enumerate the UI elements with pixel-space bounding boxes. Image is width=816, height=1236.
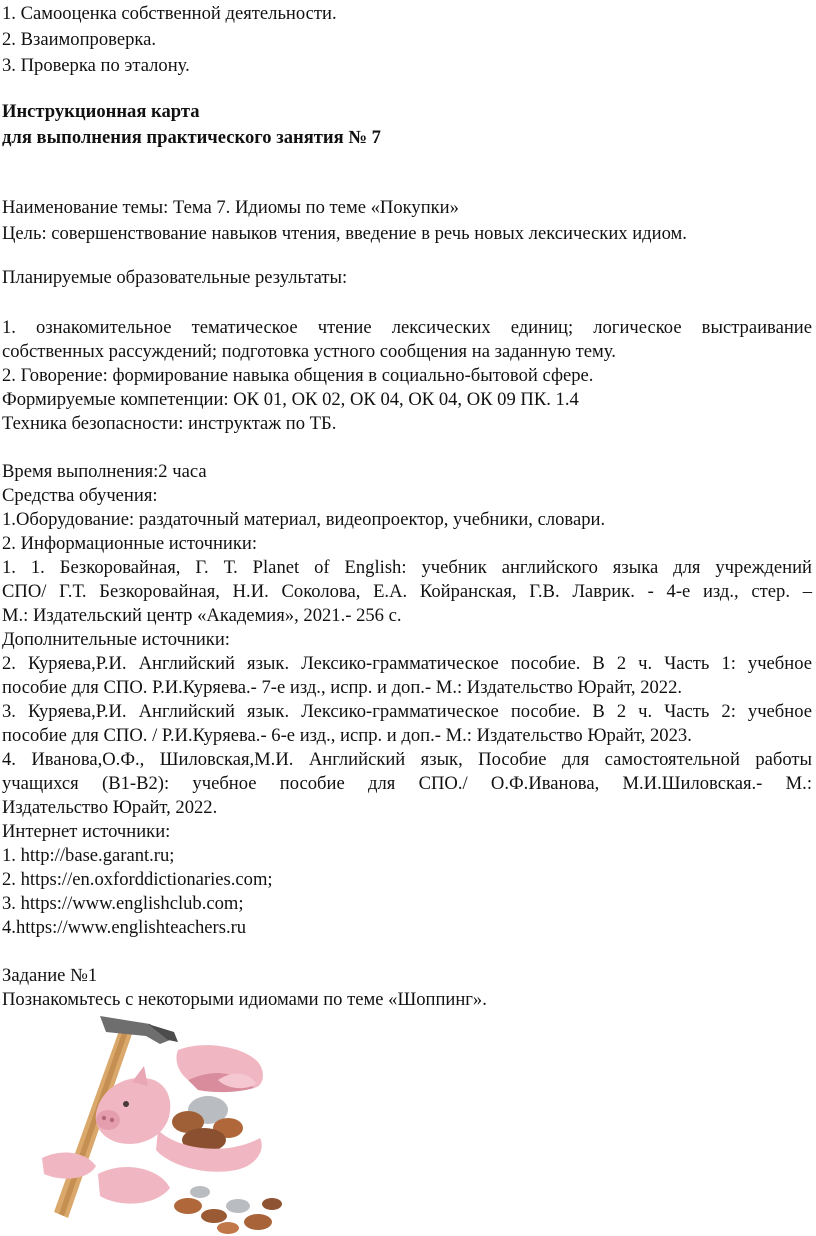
additional-source-3-line-2: пособие для СПО. / Р.И.Куряева.- 6-е изд., испр. и доп.- М.: Издательство Юрайт, 2023.: [2, 725, 692, 746]
piggy-nostril-right: [110, 1118, 114, 1122]
main-source-line-1: 1. 1. Безкоровайная, Г. Т. Planet of English: учебник английского языка для учреждений: [2, 557, 812, 578]
piggy-eye: [123, 1101, 129, 1107]
outcome-1-line-2: собственных рассуждений; подготовка устного сообщения на заданную тему.: [2, 341, 616, 362]
additional-source-2-line-2: пособие для СПО. Р.И.Куряева.- 7-е изд., испр. и доп.- М.: Издательство Юрайт, 2022.: [2, 677, 683, 698]
assessment-item-1: 1. Самооценка собственной деятельности.: [2, 3, 337, 24]
internet-link-2[interactable]: 2. https://en.oxforddictionaries.com;: [2, 869, 273, 890]
coin-scattered-4: [244, 1214, 272, 1230]
task-title: Задание №1: [2, 965, 98, 986]
equipment: 1.Оборудование: раздаточный материал, видеопроектор, учебники, словари.: [2, 509, 606, 530]
topic-goal: Цель: совершенствование навыков чтения, введение в речь новых лексических идиом.: [2, 223, 687, 244]
duration: Время выполнения:2 часа: [2, 461, 207, 482]
safety-note: Техника безопасности: инструктаж по ТБ.: [2, 413, 337, 434]
means-heading: Средства обучения:: [2, 485, 158, 506]
outcome-2: 2. Говорение: формирование навыка общения в социально-бытовой сфере.: [2, 365, 594, 386]
piggy-shard-bottom: [98, 1167, 170, 1204]
piggy-snout: [96, 1110, 120, 1130]
additional-source-2-line-1: 2. Куряева,Р.И. Английский язык. Лексико-грамматическое пособие. В 2 ч. Часть 1: учебное: [2, 653, 812, 674]
internet-link-4[interactable]: 4.https://www.englishteachers.ru: [2, 917, 247, 938]
task-text: Познакомьтесь с некоторыми идиомами по теме «Шоппинг».: [2, 989, 487, 1010]
additional-source-4-line-2: учащихся (B1-B2): учебное пособие для СПО./ О.Ф.Иванова, М.И.Шиловская.- М.:: [2, 773, 812, 794]
assessment-item-3: 3. Проверка по эталону.: [2, 55, 190, 76]
competencies: Формируемые компетенции: ОК 01, ОК 02, ОК 04, ОК 04, ОК 09 ПК. 1.4: [2, 389, 579, 410]
internet-link-3[interactable]: 3. https://www.englishclub.com;: [2, 893, 244, 914]
info-sources-heading: 2. Информационные источники:: [2, 533, 258, 554]
main-source-line-2: СПО/ Г.Т. Безкоровайная, Н.И. Соколова, Е.А. Койранская, Г.В. Лаврик. - 4-е изд., стер. –: [2, 581, 812, 602]
topic-name: Наименование темы: Тема 7. Идиомы по теме «Покупки»: [2, 197, 459, 218]
internet-link-1[interactable]: 1. http://base.garant.ru;: [2, 845, 175, 866]
coin-scattered-1: [174, 1198, 202, 1214]
additional-source-3-line-1: 3. Куряева,Р.И. Английский язык. Лексико-грамматическое пособие. В 2 ч. Часть 2: учебное: [2, 701, 812, 722]
additional-source-4-line-3: Издательство Юрайт, 2022.: [2, 797, 218, 818]
assessment-item-2: 2. Взаимопроверка.: [2, 29, 157, 50]
coin-scattered-5: [217, 1222, 239, 1234]
card-title-line-1: Инструкционная карта: [2, 101, 200, 122]
additional-source-4-line-1: 4. Иванова,О.Ф., Шиловская,М.И. Английский язык, Пособие для самостоятельной работы: [2, 749, 812, 770]
coin-scattered-6: [262, 1198, 282, 1210]
coin-scattered-3: [226, 1199, 250, 1213]
outcome-1-line-1: 1. ознакомительное тематическое чтение лексических единиц; логическое выстраивание: [2, 317, 812, 338]
main-source-line-3: М.: Издательский центр «Академия», 2021.- 256 с.: [2, 605, 402, 626]
coin-scattered-7: [190, 1186, 210, 1198]
piggy-nostril-left: [102, 1116, 106, 1120]
outcomes-heading: Планируемые образовательные результаты:: [2, 267, 348, 288]
coin-scattered-2: [201, 1209, 227, 1223]
additional-sources-heading: Дополнительные источники:: [2, 629, 230, 650]
card-title-line-2: для выполнения практического занятия № 7: [2, 127, 381, 148]
broken-piggy-bank-illustration: [28, 1010, 288, 1236]
internet-sources-heading: Интернет источники:: [2, 821, 171, 842]
